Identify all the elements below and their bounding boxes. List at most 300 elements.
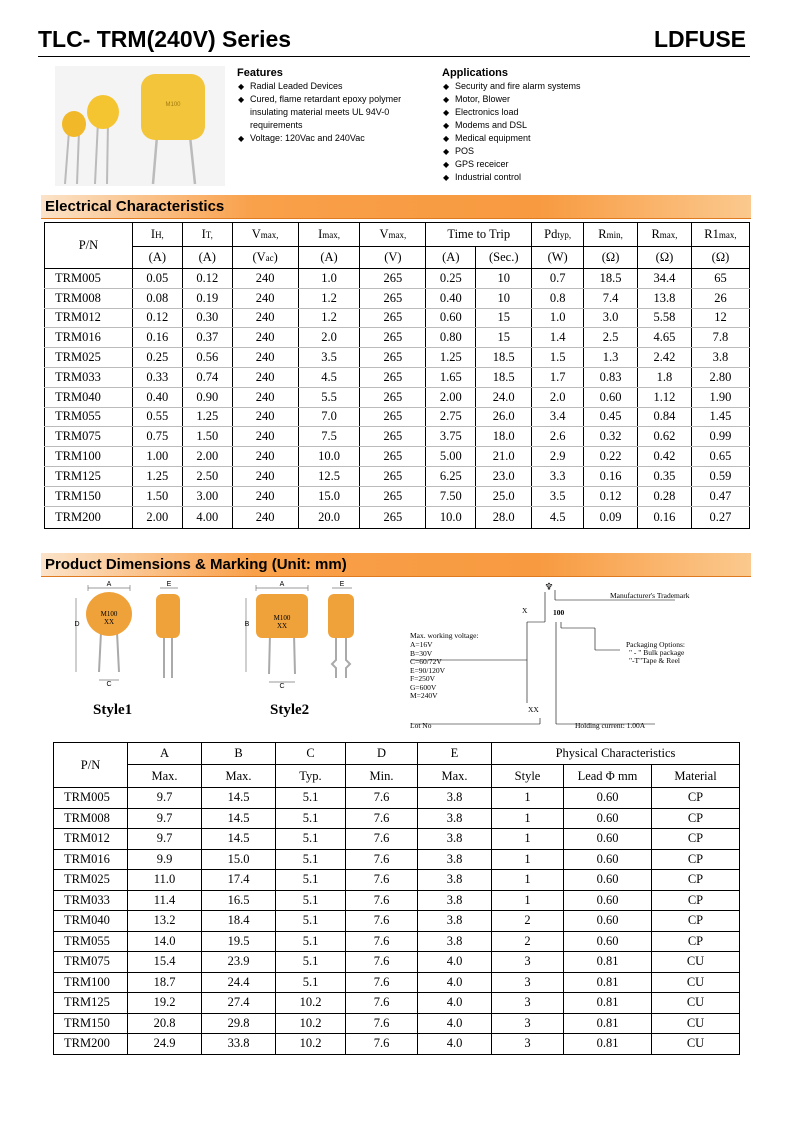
table-cell: 5.1: [276, 972, 346, 993]
col-rmax: Rmax,: [638, 223, 692, 247]
table-cell: 265: [360, 308, 426, 328]
table-cell: 5.1: [276, 849, 346, 870]
col-time-to-trip: Time to Trip: [426, 223, 532, 247]
table-cell: 15.4: [128, 952, 202, 973]
table-cell: 240: [232, 466, 298, 486]
table-cell: 27.4: [202, 993, 276, 1014]
table-row: [45, 427, 750, 447]
marking-diagram: [405, 578, 745, 738]
list-item: ◆ Cured, flame retardant epoxy polymer insulating material meets UL 94V-0 requirements: [237, 93, 427, 132]
table-cell: 0.40: [132, 387, 182, 407]
disc-marking-1: M100: [100, 610, 118, 618]
sub-b: Max.: [202, 765, 276, 788]
unit-ttt-a: (A): [426, 247, 476, 269]
table-cell: 1: [492, 808, 564, 829]
table-cell: 5.1: [276, 911, 346, 932]
table-cell: 11.0: [128, 870, 202, 891]
part-number-cell: TRM033: [45, 367, 133, 387]
part-number-cell: TRM100: [45, 447, 133, 467]
table-cell: CP: [652, 911, 740, 932]
table-cell: 9.7: [128, 808, 202, 829]
table-row: [45, 506, 750, 528]
electrical-table: [44, 222, 750, 529]
table-cell: 4.0: [418, 952, 492, 973]
style1-diagram: [68, 580, 188, 690]
table-cell: 4.65: [638, 328, 692, 348]
table-cell: 14.5: [202, 829, 276, 850]
col-ih: IH,: [132, 223, 182, 247]
header-rule: [38, 56, 750, 57]
dim-letter-a: A: [106, 581, 112, 588]
table-row: [45, 348, 750, 368]
part-number-cell: TRM150: [45, 486, 133, 506]
table-cell: 10.2: [276, 993, 346, 1014]
table-cell: 9.9: [128, 849, 202, 870]
table-cell: 265: [360, 288, 426, 308]
table-cell: 4.00: [182, 506, 232, 528]
col-r1: R1max,: [691, 223, 749, 247]
part-number-cell: TRM033: [54, 890, 128, 911]
table-cell: 5.5: [298, 387, 360, 407]
table-cell: 2.00: [182, 447, 232, 467]
table-row: [45, 447, 750, 467]
table-cell: 13.2: [128, 911, 202, 932]
part-number-cell: TRM008: [45, 288, 133, 308]
table-cell: 5.1: [276, 931, 346, 952]
table-cell: 265: [360, 387, 426, 407]
table-cell: 19.2: [128, 993, 202, 1014]
table-row: [45, 308, 750, 328]
table-cell: 34.4: [638, 269, 692, 289]
table-cell: 1.2: [298, 288, 360, 308]
unit-rmax: (Ω): [638, 247, 692, 269]
table-cell: 240: [232, 348, 298, 368]
table-cell: 15.0: [202, 849, 276, 870]
list-item: ◆ Security and fire alarm systems: [442, 80, 652, 93]
page-title: TLC- TRM(240V) Series: [38, 26, 292, 52]
table-cell: 18.5: [476, 348, 532, 368]
table-cell: 265: [360, 447, 426, 467]
table-cell: 265: [360, 427, 426, 447]
table-cell: CP: [652, 931, 740, 952]
part-number-cell: TRM005: [54, 788, 128, 809]
table-cell: 19.5: [202, 931, 276, 952]
list-item: ◆ Radial Leaded Devices: [237, 80, 427, 93]
table-cell: 7.0: [298, 407, 360, 427]
table-cell: 11.4: [128, 890, 202, 911]
col-b: B: [202, 743, 276, 765]
sub-e: Max.: [418, 765, 492, 788]
list-item: ◆ Modems and DSL: [442, 119, 652, 132]
table-cell: CU: [652, 972, 740, 993]
table-row: [54, 931, 740, 952]
table-cell: 0.32: [584, 427, 638, 447]
table-cell: 0.25: [426, 269, 476, 289]
table-cell: 1.00: [132, 447, 182, 467]
table-cell: 7.5: [298, 427, 360, 447]
table-cell: 7.6: [346, 952, 418, 973]
unit-ttt-sec: (Sec.): [476, 247, 532, 269]
table-cell: 0.60: [564, 829, 652, 850]
table-cell: 3.8: [418, 931, 492, 952]
col-pn: P/N: [45, 223, 133, 269]
table-cell: 6.25: [426, 466, 476, 486]
table-cell: CP: [652, 808, 740, 829]
table-cell: 0.81: [564, 952, 652, 973]
disc-marking-2: XX: [103, 618, 115, 626]
list-item: ◆ Motor, Blower: [442, 93, 652, 106]
table-cell: 265: [360, 506, 426, 528]
col-imax: Imax,: [298, 223, 360, 247]
table-cell: 0.60: [564, 911, 652, 932]
table-cell: 3: [492, 972, 564, 993]
table-cell: 0.65: [691, 447, 749, 467]
table-cell: 0.16: [132, 328, 182, 348]
table-cell: 0.27: [691, 506, 749, 528]
table-cell: 7.6: [346, 829, 418, 850]
sub-lead: Lead Φ mm: [564, 765, 652, 788]
table-row: [54, 788, 740, 809]
table-cell: 2.9: [532, 447, 584, 467]
table-cell: 0.60: [564, 808, 652, 829]
dim-letter-c: C: [279, 683, 285, 690]
table-cell: 2.0: [532, 387, 584, 407]
table-cell: 7.6: [346, 993, 418, 1014]
style2-diagram: [236, 580, 364, 690]
style2-label: Style2: [270, 702, 310, 718]
table-cell: 0.08: [132, 288, 182, 308]
table-cell: 20.8: [128, 1013, 202, 1034]
table-cell: 3.8: [418, 870, 492, 891]
dimensions-section-bar: [41, 553, 751, 577]
table-cell: 7.6: [346, 972, 418, 993]
table-cell: 0.16: [638, 506, 692, 528]
features-block: [237, 66, 427, 145]
part-number-cell: TRM016: [45, 328, 133, 348]
sub-c: Typ.: [276, 765, 346, 788]
table-cell: 1.50: [182, 427, 232, 447]
unit-ih: (A): [132, 247, 182, 269]
table-cell: 0.90: [182, 387, 232, 407]
table-row: [45, 367, 750, 387]
table-cell: 7.6: [346, 870, 418, 891]
table-cell: 265: [360, 328, 426, 348]
table-cell: 0.81: [564, 972, 652, 993]
table-cell: 0.99: [691, 427, 749, 447]
style1-label: Style1: [93, 702, 133, 718]
table-cell: 10.2: [276, 1034, 346, 1055]
table-cell: CP: [652, 870, 740, 891]
table-cell: 1.25: [132, 466, 182, 486]
part-number-cell: TRM005: [45, 269, 133, 289]
table-cell: 0.60: [564, 849, 652, 870]
table-cell: 1.50: [132, 486, 182, 506]
table-cell: CP: [652, 890, 740, 911]
table-cell: 1.90: [691, 387, 749, 407]
dim-letter-e: E: [339, 581, 345, 588]
col-physical: Physical Characteristics: [492, 743, 740, 765]
table-cell: 0.81: [564, 1013, 652, 1034]
table-cell: 7.6: [346, 849, 418, 870]
table-cell: 3.5: [298, 348, 360, 368]
part-number-cell: TRM200: [54, 1034, 128, 1055]
disc-marking-1: M100: [273, 614, 291, 622]
table-cell: 240: [232, 407, 298, 427]
table-cell: 1.8: [638, 367, 692, 387]
table-cell: 18.5: [476, 367, 532, 387]
table-cell: 0.75: [132, 427, 182, 447]
table-row: [54, 993, 740, 1014]
packaging-option-2: "-T"Tape & Reel: [629, 656, 680, 665]
dimensions-table: [53, 742, 740, 1055]
applications-list: [442, 80, 652, 184]
dimensions-section-title: Product Dimensions & Marking (Unit: mm): [45, 556, 347, 573]
table-cell: 1.12: [638, 387, 692, 407]
table-cell: 265: [360, 269, 426, 289]
list-item: ◆ GPS receicer: [442, 158, 652, 171]
table-cell: 23.9: [202, 952, 276, 973]
packaging-title: Packaging Options:: [626, 640, 685, 649]
table-cell: 10.0: [426, 506, 476, 528]
table-row: [54, 808, 740, 829]
table-cell: 18.7: [128, 972, 202, 993]
col-vmax: Vmax,: [232, 223, 298, 247]
table-cell: 4.5: [298, 367, 360, 387]
table-cell: 0.60: [564, 870, 652, 891]
electrical-section-bar: [41, 195, 751, 219]
table-cell: 1.45: [691, 407, 749, 427]
table-cell: 240: [232, 447, 298, 467]
part-number-cell: TRM055: [45, 407, 133, 427]
table-cell: 3.8: [418, 849, 492, 870]
table-cell: 4.0: [418, 972, 492, 993]
table-cell: 3: [492, 1034, 564, 1055]
table-cell: 240: [232, 308, 298, 328]
dim-letter-a: A: [279, 581, 285, 588]
table-cell: CU: [652, 1034, 740, 1055]
product-photo: [55, 66, 225, 186]
table-row: [45, 486, 750, 506]
table-cell: 7.6: [346, 931, 418, 952]
sub-material: Material: [652, 765, 740, 788]
dim-letter-d: D: [74, 621, 80, 628]
dim-letter-b: B: [244, 621, 250, 628]
dim-letter-e: E: [166, 581, 172, 588]
table-cell: 2.80: [691, 367, 749, 387]
table-cell: 2.42: [638, 348, 692, 368]
table-cell: 0.42: [638, 447, 692, 467]
table-cell: 0.74: [182, 367, 232, 387]
table-cell: 3.75: [426, 427, 476, 447]
electrical-section-title: Electrical Characteristics: [45, 198, 225, 215]
list-item: ◆ POS: [442, 145, 652, 158]
table-cell: 18.0: [476, 427, 532, 447]
list-item: ◆ Industrial control: [442, 171, 652, 184]
code-100: 100: [553, 608, 565, 617]
table-cell: 4.0: [418, 993, 492, 1014]
table-cell: 0.33: [132, 367, 182, 387]
lot-no-label: Lot No: [410, 721, 432, 730]
table-cell: 2.50: [182, 466, 232, 486]
table-cell: 16.5: [202, 890, 276, 911]
disc-marking-2: XX: [276, 622, 288, 630]
table-cell: 1: [492, 849, 564, 870]
table-cell: 9.7: [128, 829, 202, 850]
list-item: ◆ Medical equipment: [442, 132, 652, 145]
table-cell: 240: [232, 486, 298, 506]
unit-imax: (A): [298, 247, 360, 269]
table-cell: 5.1: [276, 890, 346, 911]
table-cell: 265: [360, 348, 426, 368]
table-cell: 33.8: [202, 1034, 276, 1055]
table-cell: 0.22: [584, 447, 638, 467]
features-heading: Features: [237, 67, 283, 79]
table-cell: 0.8: [532, 288, 584, 308]
table-cell: 1.25: [182, 407, 232, 427]
unit-vmax: (Vac): [232, 247, 298, 269]
table-row: [45, 407, 750, 427]
table-cell: 65: [691, 269, 749, 289]
unit-it: (A): [182, 247, 232, 269]
table-cell: 0.80: [426, 328, 476, 348]
table-cell: 0.81: [564, 1034, 652, 1055]
table-cell: 265: [360, 407, 426, 427]
table-cell: CP: [652, 788, 740, 809]
table-cell: 7.6: [346, 1034, 418, 1055]
table-cell: 240: [232, 506, 298, 528]
col-d: D: [346, 743, 418, 765]
part-number-cell: TRM016: [54, 849, 128, 870]
table-cell: 15.0: [298, 486, 360, 506]
table-cell: 0.19: [182, 288, 232, 308]
table-cell: 240: [232, 427, 298, 447]
code-xx: XX: [528, 705, 539, 714]
table-cell: 1: [492, 890, 564, 911]
max-voltage-title: Max. working voltage:: [410, 631, 479, 640]
table-cell: 0.25: [132, 348, 182, 368]
table-cell: 28.0: [476, 506, 532, 528]
col-a: A: [128, 743, 202, 765]
table-cell: 3: [492, 1013, 564, 1034]
table-cell: 2.6: [532, 427, 584, 447]
table-cell: 3.8: [418, 808, 492, 829]
part-number-cell: TRM025: [45, 348, 133, 368]
col-pn: P/N: [54, 743, 128, 788]
table-cell: 265: [360, 367, 426, 387]
table-cell: 240: [232, 288, 298, 308]
table-cell: 29.8: [202, 1013, 276, 1034]
table-cell: 0.60: [426, 308, 476, 328]
table-cell: 0.83: [584, 367, 638, 387]
part-number-cell: TRM025: [54, 870, 128, 891]
table-cell: 0.12: [132, 308, 182, 328]
dim-letter-c: C: [106, 681, 112, 688]
brand-name: LDFUSE: [654, 26, 746, 52]
col-pd: Pdtyp,: [532, 223, 584, 247]
table-cell: 0.56: [182, 348, 232, 368]
table-cell: 5.1: [276, 952, 346, 973]
table-cell: 0.84: [638, 407, 692, 427]
table-row: [45, 328, 750, 348]
unit-pd: (W): [532, 247, 584, 269]
table-cell: 12: [691, 308, 749, 328]
table-cell: 7.6: [346, 1013, 418, 1034]
table-cell: 3.8: [418, 911, 492, 932]
table-cell: 1: [492, 829, 564, 850]
part-number-cell: TRM008: [54, 808, 128, 829]
table-cell: 5.00: [426, 447, 476, 467]
table-cell: 15: [476, 308, 532, 328]
code-x: X: [522, 606, 528, 615]
svg-text:M100: M100: [165, 102, 181, 108]
table-cell: 23.0: [476, 466, 532, 486]
table-cell: 24.4: [202, 972, 276, 993]
table-cell: 7.4: [584, 288, 638, 308]
part-number-cell: TRM125: [54, 993, 128, 1014]
table-cell: 1.3: [584, 348, 638, 368]
table-cell: 1.7: [532, 367, 584, 387]
table-cell: 10.0: [298, 447, 360, 467]
table-cell: 0.60: [564, 788, 652, 809]
unit-r1: (Ω): [691, 247, 749, 269]
table-cell: 0.81: [564, 993, 652, 1014]
packaging-option-1: " - " Bulk package: [629, 648, 685, 657]
table-cell: 265: [360, 466, 426, 486]
table-cell: 15: [476, 328, 532, 348]
part-number-cell: TRM012: [54, 829, 128, 850]
table-cell: 10: [476, 269, 532, 289]
table-cell: 2.0: [298, 328, 360, 348]
col-c: C: [276, 743, 346, 765]
table-cell: 0.60: [564, 931, 652, 952]
table-cell: CP: [652, 829, 740, 850]
table-cell: 3.5: [532, 486, 584, 506]
table-cell: 240: [232, 387, 298, 407]
table-cell: 3.0: [584, 308, 638, 328]
table-row: [45, 466, 750, 486]
table-row: [54, 952, 740, 973]
table-cell: 5.58: [638, 308, 692, 328]
part-number-cell: TRM040: [45, 387, 133, 407]
part-number-cell: TRM100: [54, 972, 128, 993]
table-cell: 5.1: [276, 808, 346, 829]
table-cell: 3.00: [182, 486, 232, 506]
table-cell: 10: [476, 288, 532, 308]
table-cell: 12.5: [298, 466, 360, 486]
table-cell: 4.0: [418, 1013, 492, 1034]
unit-rmin: (Ω): [584, 247, 638, 269]
table-cell: 7.8: [691, 328, 749, 348]
applications-block: [442, 66, 652, 184]
table-cell: 20.0: [298, 506, 360, 528]
table-cell: 240: [232, 367, 298, 387]
table-cell: 7.6: [346, 911, 418, 932]
table-cell: 7.6: [346, 890, 418, 911]
trademark-label: Manufacturer's Trademark: [610, 591, 690, 600]
table-cell: CU: [652, 952, 740, 973]
sub-a: Max.: [128, 765, 202, 788]
table-cell: 240: [232, 328, 298, 348]
table-cell: 3.8: [418, 829, 492, 850]
table-row: [54, 1034, 740, 1055]
table-cell: 25.0: [476, 486, 532, 506]
table-cell: 265: [360, 486, 426, 506]
table-cell: 0.7: [532, 269, 584, 289]
table-cell: 7.6: [346, 788, 418, 809]
table-cell: 1: [492, 870, 564, 891]
table-row: [45, 387, 750, 407]
table-cell: 3: [492, 993, 564, 1014]
